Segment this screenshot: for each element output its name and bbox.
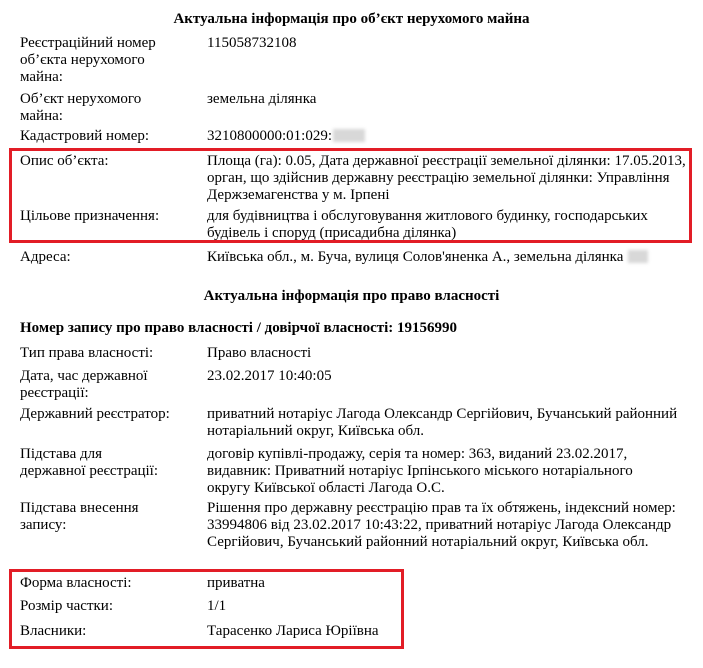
row-value: 115058732108 <box>207 35 297 51</box>
row-value: Тарасенко Лариса Юріївна <box>207 623 379 639</box>
row-label: Реєстраційний номер об’єкта нерухомого майна: <box>20 35 156 85</box>
row-label: Об’єкт нерухомого майна: <box>20 91 142 124</box>
address-text: Київська обл., м. Буча, вулиця Солов'яненка А., земельна ділянка <box>207 249 624 265</box>
row-value: Право власності <box>207 345 312 361</box>
redaction-blur <box>333 129 365 142</box>
row-label: Кадастровий номер: <box>20 128 150 144</box>
row-value: 23.02.2017 10:40:05 <box>207 368 332 384</box>
row-value: 1/1 <box>207 598 227 614</box>
row-value: договір купівлі-продажу, серія та номер: 363, виданий 23.02.2017, видавник: Приватний нотаріус Ірпінського міського нотаріального округу Київської області Лагода О.С. <box>207 446 633 496</box>
section-title-property: Актуальна інформація про об’єкт нерухомого майна <box>173 11 530 27</box>
row-value: Рішення про державну реєстрацію прав та їх обтяжень, індексний номер: 33994806 від 23.02.2017 10:43:22, приватний нотаріус Лагода Олександр Сергійович, Бучанський районний нотаріальний округ, Київська обл. <box>207 500 676 550</box>
row-label: Власники: <box>20 623 87 639</box>
row-label: Тип права власності: <box>20 345 154 361</box>
row-label: Підстава для державної реєстрації: <box>20 446 159 479</box>
row-value: приватна <box>207 575 265 591</box>
row-label: Опис об’єкта: <box>20 153 109 169</box>
row-value: для будівництва і обслуговування житлового будинку, господарських будівель і споруд (присадибна ділянка) <box>207 208 648 241</box>
redaction-blur <box>628 250 648 263</box>
row-value: приватний нотаріус Лагода Олександр Сергійович, Бучанський районний нотаріальний округ, Київська обл. <box>207 406 678 439</box>
row-label: Підстава внесення запису: <box>20 500 139 533</box>
cadastral-number-text: 3210800000:01:029: <box>207 128 333 144</box>
row-value: земельна ділянка <box>207 91 317 107</box>
row-label: Дата, час державної реєстрації: <box>20 368 148 401</box>
ownership-record-number: Номер запису про право власності / довірчої власності: 19156990 <box>20 320 458 336</box>
row-label: Розмір частки: <box>20 598 113 614</box>
row-label: Цільове призначення: <box>20 208 160 224</box>
row-value <box>207 249 702 266</box>
row-label: Адреса: <box>20 249 71 265</box>
row-label: Форма власності: <box>20 575 132 591</box>
section-title-ownership: Актуальна інформація про право власності <box>203 288 500 304</box>
row-value <box>207 128 692 145</box>
row-label: Державний реєстратор: <box>20 406 170 422</box>
row-value: Площа (га): 0.05, Дата державної реєстрації земельної ділянки: 17.05.2013, орган, що здійснив державну реєстрацію земельної ділянки: Управління Держземагенства у м. Ірпені <box>207 153 686 203</box>
